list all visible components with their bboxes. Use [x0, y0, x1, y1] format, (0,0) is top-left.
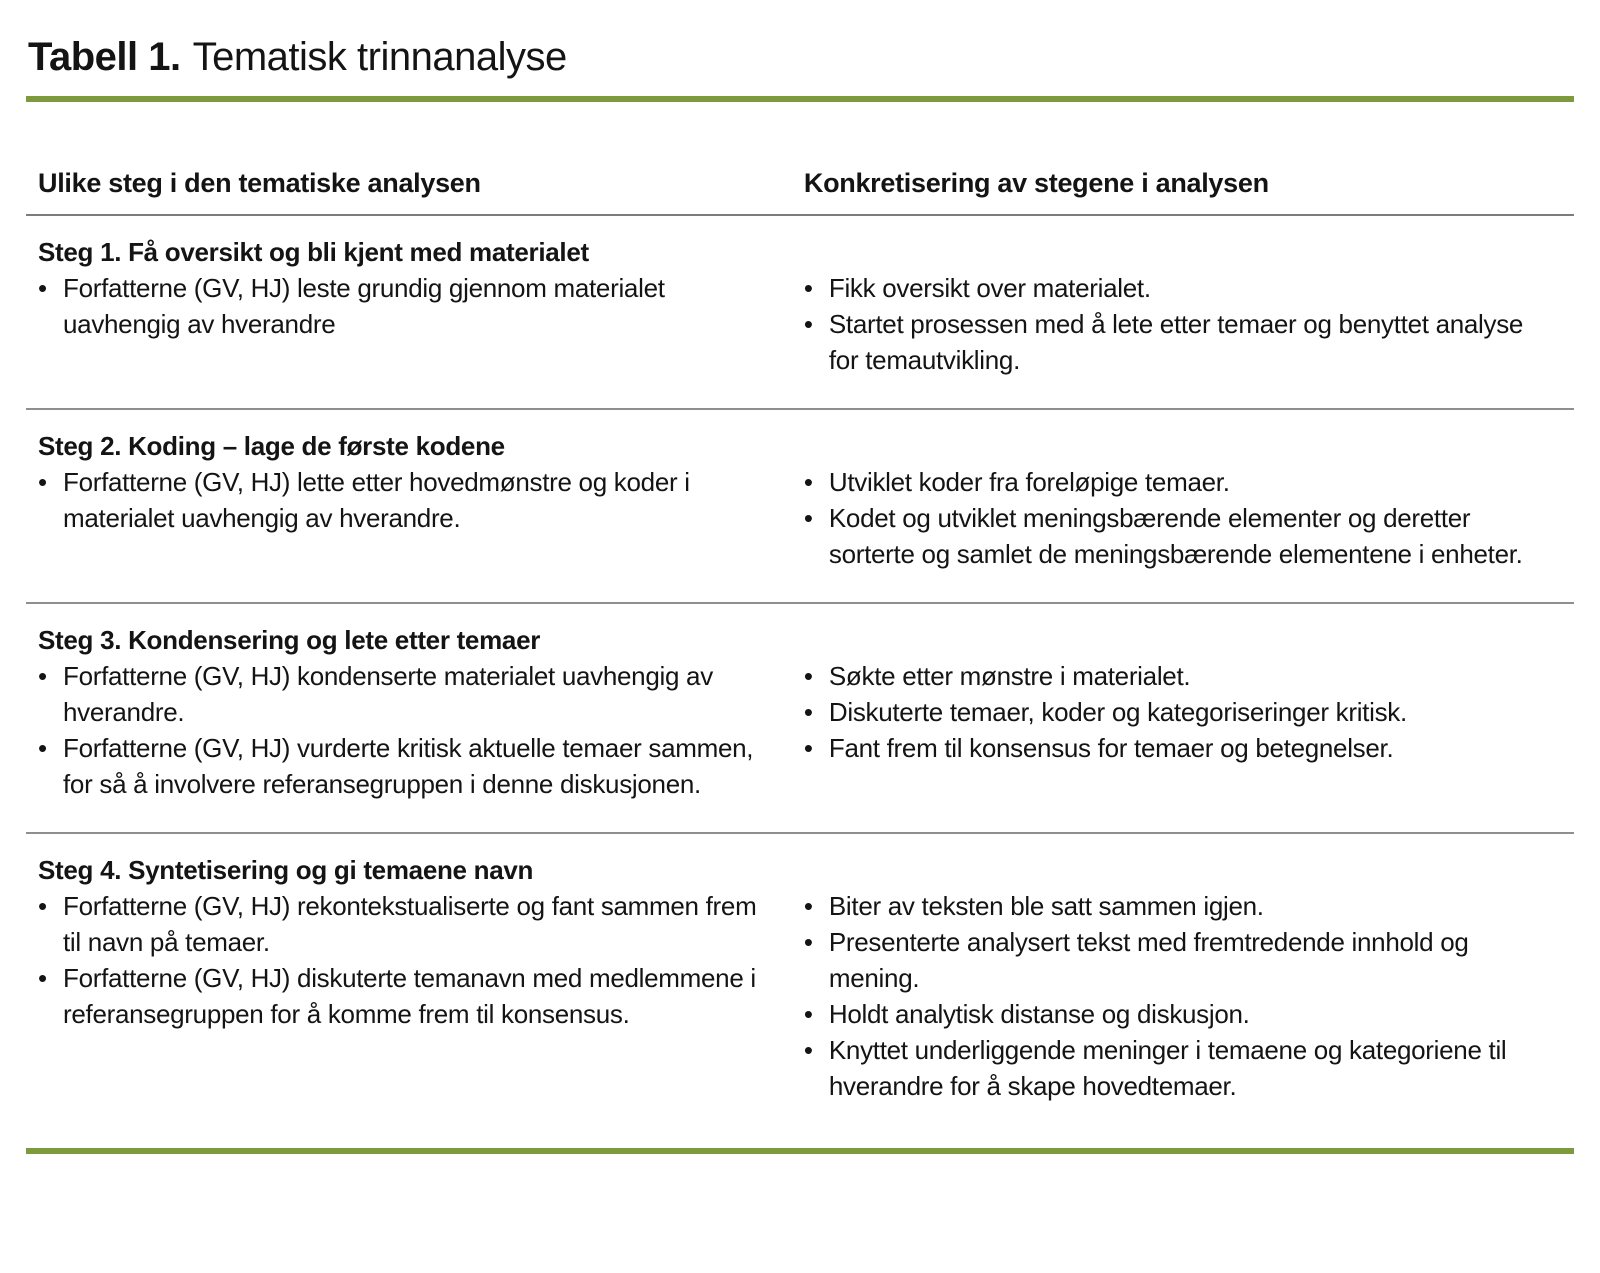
step-heading: Steg 2. Koding – lage de første kodene [38, 431, 505, 461]
list-item [38, 658, 764, 730]
steg-2-right-cell [780, 409, 1574, 603]
bullet-text: Knyttet underliggende meninger i temaene og kategoriene til hverandre for å skape hovedtemaer. [828, 1035, 1507, 1101]
bullet-icon: • [38, 963, 47, 993]
steg-4-left-cell [26, 833, 780, 1134]
table-row-steg-1 [26, 215, 1574, 409]
steg-1-right-cell [780, 215, 1574, 409]
steg-3-left-cell [26, 603, 780, 833]
thematic-analysis-table [26, 102, 1574, 1134]
title-table-name: Tematisk trinnanalyse [192, 35, 567, 79]
bullet-text: Forfatterne (GV, HJ) leste grundig gjennom materialet uavhengig av hverandre [63, 273, 665, 339]
list-item [38, 464, 764, 536]
column-header-right: Konkretisering av stegene i analysen [780, 102, 1574, 215]
bullet-text: Forfatterne (GV, HJ) lette etter hovedmønstre og koder i materialet uavhengig av hverandre. [63, 467, 690, 533]
step-outcomes-list [804, 888, 1558, 1104]
table-row-steg-2 [26, 409, 1574, 603]
bottom-rule [26, 1148, 1574, 1154]
bullet-text: Kodet og utviklet meningsbærende elementer og deretter sorterte og samlet de meningsbærende elementene i enheter. [828, 503, 1523, 569]
bullet-icon: • [38, 273, 47, 303]
step-heading: Steg 1. Få oversikt og bli kjent med materialet [38, 237, 589, 267]
bullet-icon: • [803, 1035, 813, 1065]
list-item [804, 996, 1558, 1032]
steg-3-right-cell [780, 603, 1574, 833]
bullet-text: Presenterte analysert tekst med fremtredende innhold og mening. [828, 927, 1469, 993]
list-item [804, 658, 1558, 694]
list-item [804, 1032, 1558, 1104]
bullet-icon: • [803, 661, 813, 691]
bullet-text: Startet prosessen med å lete etter temaer og benyttet analyse for temautvikling. [828, 309, 1524, 375]
list-item [804, 694, 1558, 730]
bullet-icon: • [38, 891, 47, 921]
bullet-text: Forfatterne (GV, HJ) diskuterte temanavn med medlemmene i referansegruppen for å komme frem til konsensus. [63, 963, 756, 1029]
steg-4-right-cell [780, 833, 1574, 1134]
bullet-icon: • [803, 927, 813, 957]
page [0, 34, 1600, 1273]
table-row-steg-3 [26, 603, 1574, 833]
table-row-steg-4 [26, 833, 1574, 1134]
header-row [26, 102, 1574, 215]
bullet-text: Fant frem til konsensus for temaer og betegnelser. [828, 733, 1394, 763]
bullet-icon: • [803, 273, 813, 303]
bullet-icon: • [803, 891, 813, 921]
bullet-icon: • [803, 697, 813, 727]
bullet-text: Forfatterne (GV, HJ) kondenserte materialet uavhengig av hverandre. [63, 661, 713, 727]
step-outcomes-list [804, 658, 1558, 766]
step-actions-list [38, 658, 764, 802]
list-item [38, 270, 764, 342]
steg-2-left-cell [26, 409, 780, 603]
list-item [804, 730, 1558, 766]
list-item [804, 306, 1558, 378]
document-title [28, 34, 1574, 80]
bullet-text: Holdt analytisk distanse og diskusjon. [828, 999, 1250, 1029]
list-item [804, 500, 1558, 572]
bullet-icon: • [803, 999, 813, 1029]
step-outcomes-list [804, 464, 1558, 572]
title-table-number: Tabell 1. [28, 35, 181, 79]
bullet-icon: • [38, 467, 47, 497]
step-actions-list [38, 270, 764, 342]
bullet-icon: • [803, 503, 813, 533]
bullet-text: Fikk oversikt over materialet. [828, 273, 1151, 303]
column-header-left: Ulike steg i den tematiske analysen [26, 102, 780, 215]
step-actions-list [38, 464, 764, 536]
bullet-text: Forfatterne (GV, HJ) rekontekstualiserte og fant sammen frem til navn på temaer. [63, 891, 757, 957]
bullet-icon: • [38, 733, 47, 763]
bullet-text: Diskuterte temaer, koder og kategoriseringer kritisk. [828, 697, 1407, 727]
bullet-icon: • [803, 467, 813, 497]
step-heading: Steg 3. Kondensering og lete etter temaer [38, 625, 541, 655]
list-item [804, 924, 1558, 996]
bullet-icon: • [38, 661, 47, 691]
bullet-text: Forfatterne (GV, HJ) vurderte kritisk aktuelle temaer sammen, for så å involvere referansegruppen i denne diskusjonen. [63, 733, 754, 799]
list-item [38, 960, 764, 1032]
bullet-text: Utviklet koder fra foreløpige temaer. [828, 467, 1230, 497]
bullet-icon: • [803, 309, 813, 339]
bullet-text: Søkte etter mønstre i materialet. [828, 661, 1191, 691]
list-item [38, 888, 764, 960]
step-actions-list [38, 888, 764, 1032]
step-outcomes-list [804, 270, 1558, 378]
list-item [804, 464, 1558, 500]
bullet-text: Biter av teksten ble satt sammen igjen. [828, 891, 1264, 921]
step-heading: Steg 4. Syntetisering og gi temaene navn [38, 855, 534, 885]
steg-1-left-cell [26, 215, 780, 409]
list-item [38, 730, 764, 802]
list-item [804, 888, 1558, 924]
list-item [804, 270, 1558, 306]
bullet-icon: • [803, 733, 813, 763]
